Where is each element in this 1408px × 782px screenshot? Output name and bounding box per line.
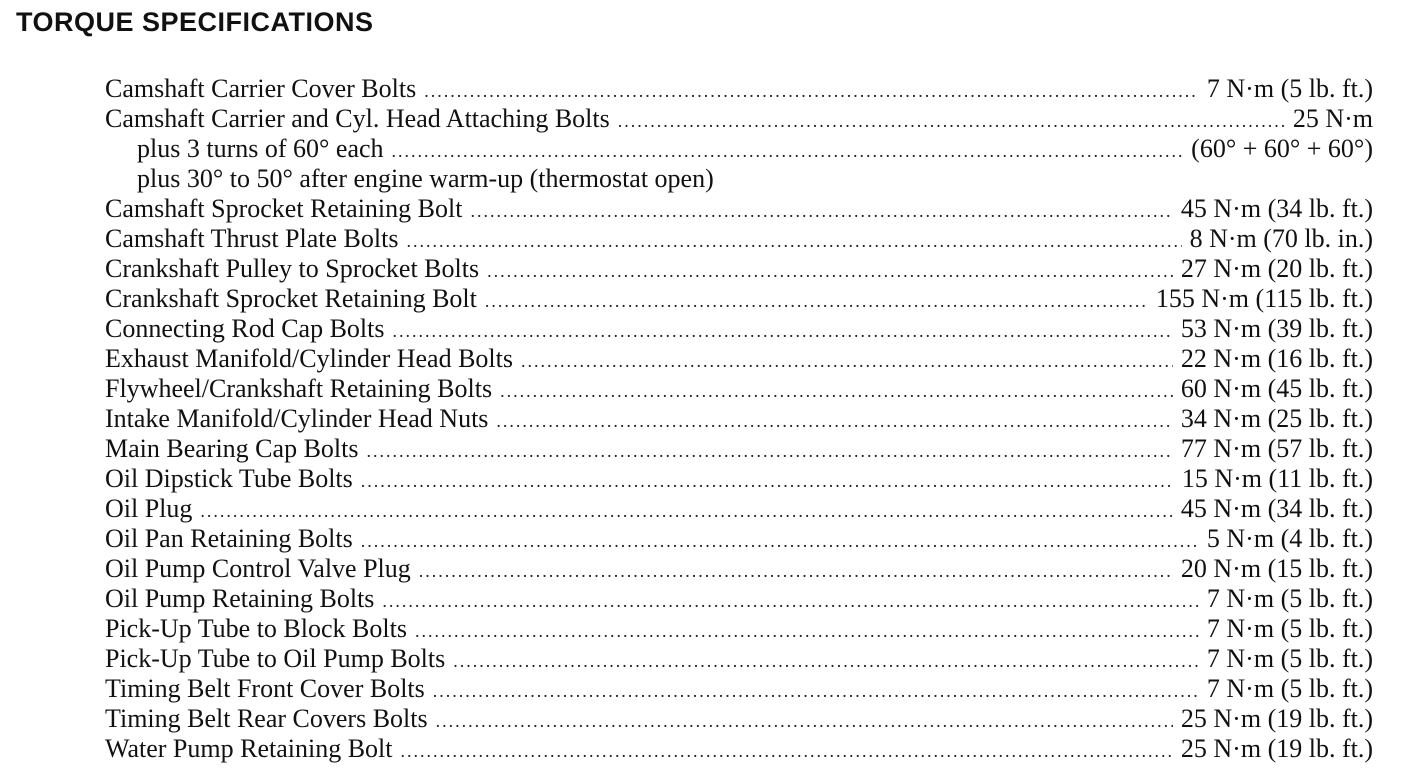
spec-name: Connecting Rod Cap Bolts <box>105 314 385 343</box>
dot-leader <box>392 136 1184 166</box>
spec-name: Flywheel/Crankshaft Retaining Bolts <box>105 374 493 403</box>
spec-name: Oil Plug <box>105 494 193 523</box>
dot-leader <box>500 376 1173 406</box>
spec-row <box>105 164 1373 194</box>
spec-value: (60° + 60° + 60°) <box>1191 134 1373 163</box>
dot-leader <box>415 616 1199 646</box>
spec-row <box>105 224 1373 254</box>
spec-row <box>105 524 1373 554</box>
spec-row <box>105 554 1373 584</box>
spec-value: 45 N·m (34 lb. ft.) <box>1180 494 1373 523</box>
spec-value: 7 N·m (5 lb. ft.) <box>1206 584 1373 613</box>
dot-leader <box>393 316 1173 346</box>
spec-value: 8 N·m (70 lb. in.) <box>1189 224 1373 253</box>
spec-row <box>105 584 1373 614</box>
spec-value: 45 N·m (34 lb. ft.) <box>1180 194 1373 223</box>
spec-name: Pick-Up Tube to Oil Pump Bolts <box>105 644 446 673</box>
spec-row <box>105 314 1373 344</box>
spec-row <box>105 254 1373 284</box>
spec-value: 25 N·m <box>1292 104 1373 133</box>
dot-leader <box>496 406 1172 436</box>
spec-row <box>105 464 1373 494</box>
dot-leader <box>361 526 1199 556</box>
dot-leader <box>487 256 1173 286</box>
spec-name: plus 30° to 50° after engine warm-up (thermostat open) <box>137 164 714 193</box>
dot-leader <box>436 706 1173 736</box>
torque-spec-list <box>105 74 1373 764</box>
spec-name: Oil Pump Control Valve Plug <box>105 554 411 583</box>
spec-value: 7 N·m (5 lb. ft.) <box>1206 674 1373 703</box>
spec-name: Oil Dipstick Tube Bolts <box>105 464 353 493</box>
spec-name: Exhaust Manifold/Cylinder Head Bolts <box>105 344 514 373</box>
spec-name: Oil Pan Retaining Bolts <box>105 524 353 553</box>
dot-leader <box>618 106 1285 136</box>
spec-value: 77 N·m (57 lb. ft.) <box>1180 434 1373 463</box>
spec-name: Intake Manifold/Cylinder Head Nuts <box>105 404 489 433</box>
spec-value: 53 N·m (39 lb. ft.) <box>1180 314 1373 343</box>
spec-row <box>105 494 1373 524</box>
spec-row <box>105 434 1373 464</box>
spec-row <box>105 644 1373 674</box>
spec-value: 34 N·m (25 lb. ft.) <box>1180 404 1373 433</box>
spec-value: 22 N·m (16 lb. ft.) <box>1180 344 1373 373</box>
spec-row <box>105 674 1373 704</box>
dot-leader <box>485 286 1148 316</box>
dot-leader <box>521 346 1173 376</box>
spec-row <box>105 734 1373 764</box>
spec-name: Crankshaft Pulley to Sprocket Bolts <box>105 254 480 283</box>
spec-value: 27 N·m (20 lb. ft.) <box>1180 254 1373 283</box>
dot-leader <box>470 196 1172 226</box>
spec-name: Camshaft Sprocket Retaining Bolt <box>105 194 463 223</box>
dot-leader <box>361 466 1174 496</box>
spec-row <box>105 74 1373 104</box>
dot-leader <box>406 226 1181 256</box>
spec-row <box>105 134 1373 164</box>
spec-value: 25 N·m (19 lb. ft.) <box>1180 734 1373 763</box>
spec-name: plus 3 turns of 60° each <box>137 134 384 163</box>
dot-leader <box>401 736 1173 766</box>
spec-row <box>105 404 1373 434</box>
spec-name: Camshaft Thrust Plate Bolts <box>105 224 399 253</box>
spec-value: 7 N·m (5 lb. ft.) <box>1206 614 1373 643</box>
page-title: TORQUE SPECIFICATIONS <box>16 7 374 37</box>
dot-leader <box>200 496 1172 526</box>
spec-row <box>105 104 1373 134</box>
dot-leader <box>382 586 1198 616</box>
spec-value: 20 N·m (15 lb. ft.) <box>1180 554 1373 583</box>
spec-row <box>105 614 1373 644</box>
spec-name: Timing Belt Rear Covers Bolts <box>105 704 428 733</box>
spec-row <box>105 344 1373 374</box>
dot-leader <box>453 646 1199 676</box>
spec-row <box>105 284 1373 314</box>
spec-value: 60 N·m (45 lb. ft.) <box>1180 374 1373 403</box>
spec-row <box>105 374 1373 404</box>
spec-name: Main Bearing Cap Bolts <box>105 434 359 463</box>
spec-value: 15 N·m (11 lb. ft.) <box>1181 464 1373 493</box>
spec-name: Crankshaft Sprocket Retaining Bolt <box>105 284 477 313</box>
dot-leader <box>424 76 1199 106</box>
dot-leader <box>419 556 1173 586</box>
spec-value: 25 N·m (19 lb. ft.) <box>1180 704 1373 733</box>
dot-leader <box>433 676 1199 706</box>
spec-name: Camshaft Carrier and Cyl. Head Attaching Bolts <box>105 104 610 133</box>
spec-name: Oil Pump Retaining Bolts <box>105 584 375 613</box>
spec-name: Timing Belt Front Cover Bolts <box>105 674 425 703</box>
spec-row <box>105 704 1373 734</box>
spec-name: Camshaft Carrier Cover Bolts <box>105 74 417 103</box>
spec-name: Water Pump Retaining Bolt <box>105 734 393 763</box>
spec-value: 7 N·m (5 lb. ft.) <box>1206 74 1373 103</box>
spec-value: 155 N·m (115 lb. ft.) <box>1155 284 1373 313</box>
spec-row <box>105 194 1373 224</box>
spec-value: 7 N·m (5 lb. ft.) <box>1206 644 1373 673</box>
spec-value: 5 N·m (4 lb. ft.) <box>1206 524 1373 553</box>
dot-leader <box>366 436 1172 466</box>
spec-name: Pick-Up Tube to Block Bolts <box>105 614 407 643</box>
